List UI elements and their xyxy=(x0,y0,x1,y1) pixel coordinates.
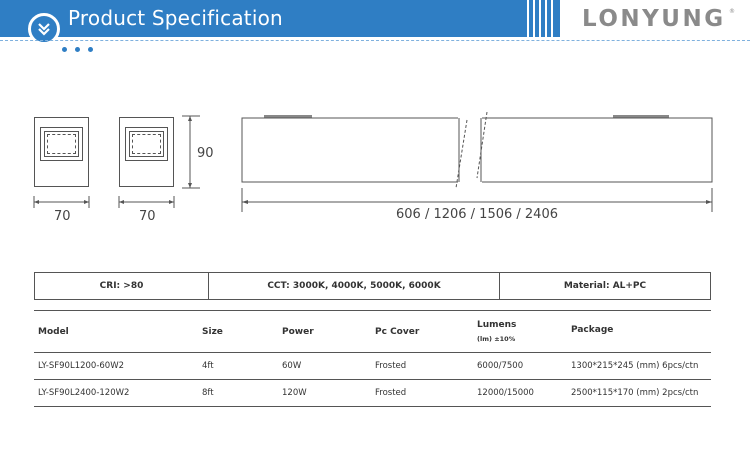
header-divider xyxy=(0,40,750,41)
row2-size: 8ft xyxy=(202,388,214,398)
cct-value: CCT: 3000K, 4000K, 5000K, 6000K xyxy=(267,281,441,291)
table-bottom-rule xyxy=(34,406,711,407)
header-pc-cover: Pc Cover xyxy=(375,327,420,337)
row2-cover: Frosted xyxy=(375,388,407,398)
row1-power: 60W xyxy=(282,361,302,371)
row1-package: 1300*215*245 (mm) 6pcs/ctn xyxy=(571,361,699,371)
row1-size: 4ft xyxy=(202,361,214,371)
row2-lumens: 12000/15000 xyxy=(477,388,534,398)
spec-summary xyxy=(34,272,711,300)
end-view-2 xyxy=(119,117,174,187)
width-dimension-lines xyxy=(30,196,190,208)
header-dots xyxy=(62,47,93,52)
brand-logo: LONYUNG xyxy=(582,6,726,32)
row2-model: LY-SF90L2400-120W2 xyxy=(38,388,130,398)
height-label: 90 xyxy=(197,146,214,161)
header-package: Package xyxy=(571,325,614,335)
row2-package: 2500*115*170 (mm) 2pcs/ctn xyxy=(571,388,699,398)
header-model: Model xyxy=(38,327,69,337)
material-value: Material: AL+PC xyxy=(563,281,647,291)
header-lumens: Lumens xyxy=(477,320,517,330)
table-top-rule xyxy=(34,310,711,311)
header-power: Power xyxy=(282,327,314,337)
side-view xyxy=(238,112,716,212)
row1-model: LY-SF90L1200-60W2 xyxy=(38,361,125,371)
length-label: 606 / 1206 / 1506 / 2406 xyxy=(396,207,558,222)
table-header-rule xyxy=(34,352,711,353)
end-width-label-1: 70 xyxy=(54,209,71,224)
registered-mark: ® xyxy=(729,8,735,15)
row2-power: 120W xyxy=(282,388,307,398)
header-lumens-unit: (lm) ±10% xyxy=(477,335,516,343)
table-row-rule xyxy=(34,379,711,380)
header-stripes xyxy=(527,0,557,37)
end-view-1 xyxy=(34,117,89,187)
row1-cover: Frosted xyxy=(375,361,407,371)
row1-lumens: 6000/7500 xyxy=(477,361,524,371)
page-title: Product Specification xyxy=(68,6,283,30)
header-size: Size xyxy=(202,327,223,337)
cri-value: CRI: >80 xyxy=(99,281,144,291)
end-width-label-2: 70 xyxy=(139,209,156,224)
